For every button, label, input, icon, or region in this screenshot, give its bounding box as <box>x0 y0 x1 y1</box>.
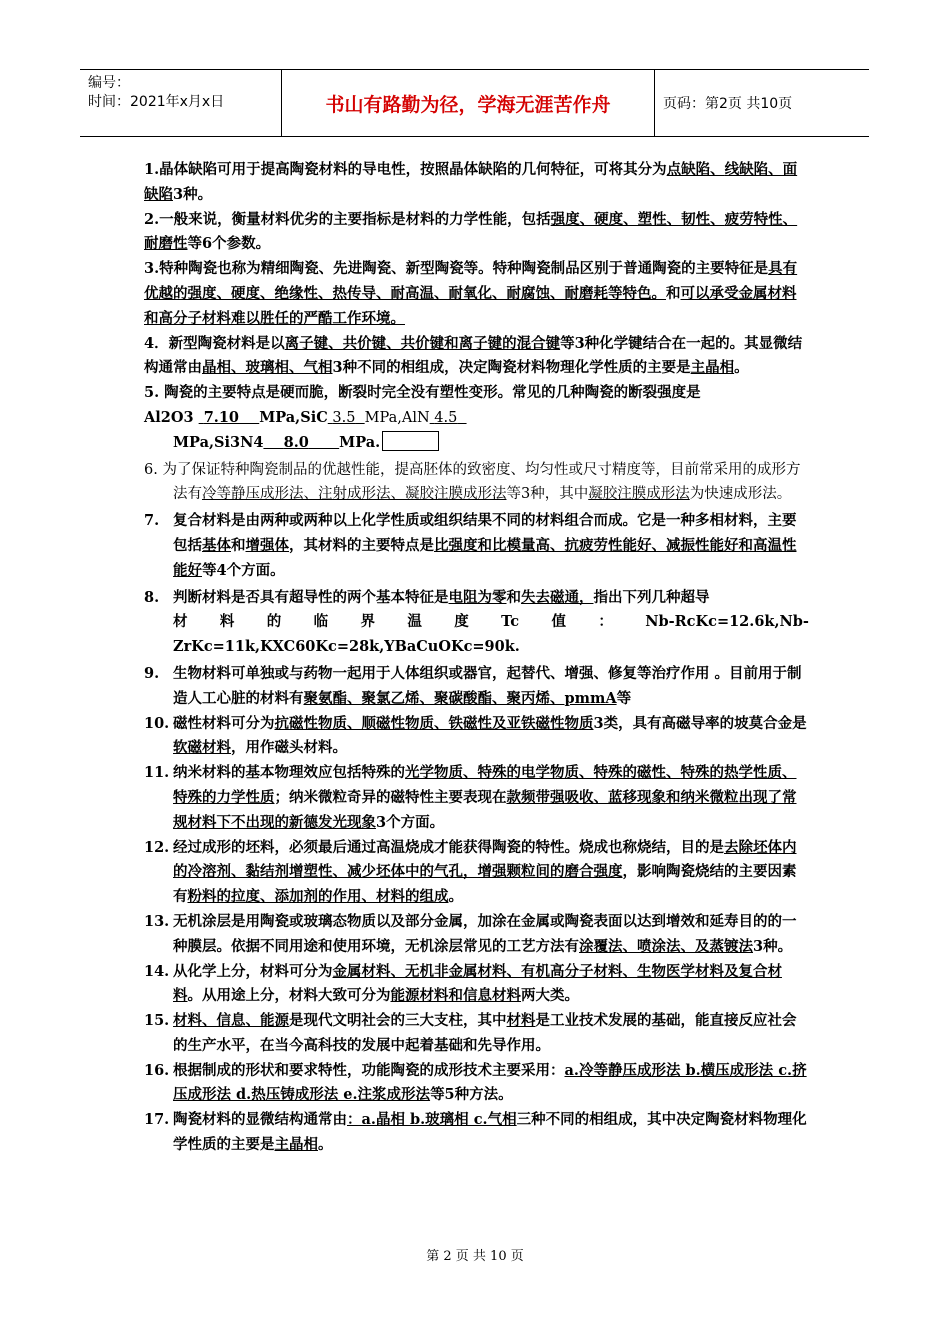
q2-answer-1: 强度、硬度、塑性、韧性、 <box>550 210 725 228</box>
q11-text-end: 3个方面。 <box>376 813 445 831</box>
q9-text: 生物材料可单独或与药物一起用于人体组织或器官，起替代、增强、修复等治疗作用 。目前用于制造人工心脏的材料有 <box>173 664 802 707</box>
q5-label-al2o3: Al2O3 <box>144 408 199 426</box>
q12-answer-2: 粉料的拉度、添加剂的作用、材料的组成 <box>187 888 449 906</box>
q8-word: 度 <box>454 613 469 631</box>
q6-answer-1: 冷等静压成形法、注射成形法、凝胶注膜成形法 <box>202 486 507 503</box>
q8-values: ZrKc=11k,KXC60Kc=28k,YBaCuOKc=90k. <box>173 638 520 656</box>
q2-answer-2: 疲劳特性、耐磨性 <box>144 210 798 253</box>
q11-answer-1: 光学物质、特殊的电学物质、特殊的磁性、特殊的热学性质、特殊的力学性质 <box>173 764 797 806</box>
q8-word: 值 <box>551 613 566 631</box>
question-7 <box>144 509 809 583</box>
q8-word: 材 <box>173 613 188 631</box>
q9-number: 9. <box>144 664 160 682</box>
q17-text-mid: 三种不同的相组成，其中决定陶瓷材料物理化学性质的主要是 <box>173 1111 807 1154</box>
q13-answer-1: 涂覆法、喷涂法、及蒸镀法 <box>579 937 753 955</box>
q7-text-mid: 和 <box>231 536 246 554</box>
q5-label-si3n4: MPa,Si3N4 <box>173 433 264 451</box>
q16-number: 16. <box>144 1061 170 1079</box>
q7-answer-3: 比强度和比模量高、抗疲劳性能好、减振性能好和高温性能好 <box>173 536 797 579</box>
q10-answer-2: 软磁材料 <box>173 739 231 757</box>
motto: 书山有路勤为径，学海无涯苦作舟 <box>281 70 655 136</box>
q8-word: 的 <box>266 613 282 631</box>
q10-text-mid: 3类，具有高磁导率的坡莫合金是 <box>593 714 807 732</box>
q4-answer-3: 主晶相 <box>690 359 735 377</box>
q16-text: 根据制成的形状和要求特性，功能陶瓷的成形技术主要采用： <box>173 1061 565 1079</box>
question-1 <box>144 158 809 208</box>
q6-answer-2: 凝胶注膜成形法 <box>588 486 690 503</box>
q8-word: Tc <box>501 613 520 631</box>
q4-text-end: 。 <box>734 359 749 377</box>
q15-text-end: 是工业技术发展的基础，能直接反应社会的生产水平，在当今高科技的发展中起着基础和先导作用。 <box>173 1012 797 1054</box>
number-label: 编号： <box>88 75 130 91</box>
q10-text-end: ，用作磁头材料。 <box>231 739 347 757</box>
q5-label-aln: MPa,AlN <box>364 409 430 426</box>
q8-text: 判断材料是否具有超导性的两个基本特征是 <box>173 588 449 606</box>
q8-answer-2: 失去磁通， <box>521 588 594 606</box>
q3-answer-2: 可以承受金属材料和高分子材料难以胜任的严酷工作环境。 <box>144 284 797 327</box>
q1-text: 1.晶体缺陷可用于提高陶瓷材料的导电性，按照晶体缺陷的几何特征，可将其分为 <box>144 161 667 178</box>
q16-answer-1: a.冷等静压成形法 b.横压成形法 c.挤压成形法 d.热压铸成形法 e.注浆成形法 <box>173 1061 807 1104</box>
q5-answer-al2o3: 7.10 <box>203 408 240 426</box>
q15-text: 是现代文明社会的三大支柱，其中 <box>289 1012 507 1030</box>
q2-text-end: 等6个参数。 <box>187 235 271 253</box>
q11-text: 纳米材料的基本物理效应包括特殊的 <box>173 764 405 782</box>
q7-text: 复合材料是由两种或两种以上化学性质或组织结果不同的材料组合而成。它是一种多相材料，主要包括 <box>173 512 797 554</box>
q5-answer-sic: 3.5 <box>332 409 356 426</box>
q12-text: 经过成形的坯料，必须最后通过高温烧成才能获得陶瓷的特性。烧成也称烧结，目的是 <box>173 838 724 856</box>
q9-text-end: 等 <box>616 689 632 707</box>
q14-text-end: 两大类。 <box>521 987 579 1005</box>
q11-answer-2: 款频带强吸收、蓝移现象和纳米微粒出现了常规材料下不出现的新德发光现象 <box>173 788 797 831</box>
q12-text-end: 。 <box>448 888 463 906</box>
q5-answer-si3n4: 8.0 <box>283 433 309 451</box>
question-8 <box>144 586 809 660</box>
q3-text: 3.特种陶瓷也称为精细陶瓷、先进陶瓷、新型陶瓷等。特种陶瓷制品区别于普通陶瓷的主要特征是 <box>144 260 769 278</box>
question-4 <box>144 332 809 382</box>
page-number-label: 页码：第2页 共10页 <box>663 96 793 112</box>
q16-text-end: 等5种方法。 <box>430 1086 513 1104</box>
question-2 <box>144 208 809 258</box>
q17-answer-1: ：a.晶相 b.玻璃相 c.气相 <box>347 1111 517 1129</box>
question-17 <box>144 1108 809 1158</box>
q14-answer-2: 能源材料和信息材料 <box>390 987 521 1005</box>
q1-text-end: 3种。 <box>173 185 213 203</box>
q12-text-mid: ，影响陶瓷烧结的主要因素有 <box>173 863 797 906</box>
question-list <box>144 158 809 1158</box>
question-9 <box>144 662 809 712</box>
q1-answer-1: 点缺陷、 <box>666 161 725 178</box>
q1-answer-2: 线缺陷、面缺陷 <box>144 161 798 203</box>
question-6 <box>144 458 809 508</box>
q11-text-mid: ；纳米微粒奇异的磁特性主要表现在 <box>274 788 507 806</box>
q5-answer-aln: 4.5 <box>434 409 458 426</box>
q8-word: Nb-RcKc=12.6k,Nb- <box>645 613 809 631</box>
q8-text-mid: 和 <box>506 588 521 606</box>
q7-number: 7. <box>144 512 160 530</box>
q7-answer-1: 基体 <box>202 536 231 554</box>
q13-text-end: 3种。 <box>753 937 793 955</box>
q9-answer-1: 聚氨酯、聚氯乙烯、聚碳酸酯、聚丙烯、pmmA <box>303 689 617 707</box>
q8-word: ： <box>598 613 613 631</box>
q15-number: 15. <box>144 1012 170 1030</box>
q14-number: 14. <box>144 962 170 980</box>
page-header <box>80 69 869 137</box>
q17-text-end: 。 <box>318 1136 333 1154</box>
q4-text: 4．新型陶瓷材料是以 <box>144 334 285 352</box>
q17-number: 17. <box>144 1111 170 1129</box>
q4-answer-2: 晶相、玻璃相、气相 <box>202 359 333 377</box>
q8-word: 界 <box>360 613 375 631</box>
q15-answer-1: 材料、信息、能源 <box>173 1012 289 1030</box>
q17-text: 陶瓷材料的显微结构通常由 <box>173 1111 347 1129</box>
q5-label-end: MPa. <box>339 433 381 451</box>
q17-answer-2: 主晶相 <box>274 1136 318 1154</box>
question-11 <box>144 761 809 835</box>
question-5 <box>144 381 809 455</box>
q8-word: 料 <box>219 613 235 631</box>
q4-text-mid-2: 3种不同的相组成，决定陶瓷材料物理化学性质的主要是 <box>332 359 691 377</box>
q15-answer-2: 材料 <box>506 1012 536 1030</box>
q6-text-mid: 等3种，其中 <box>506 486 589 503</box>
q7-text-end: 等4个方面。 <box>202 561 285 579</box>
question-16 <box>144 1059 809 1109</box>
q4-text-mid: 等3种化学键结合在一起的。其显微结构通常由 <box>144 334 803 377</box>
page-footer: 第 2 页 共 10 页 <box>426 1249 524 1264</box>
q4-answer-1: 离子键、共价键、共价键和离子键的混合键 <box>284 334 561 352</box>
q8-answer-1: 电阻为零 <box>448 588 507 606</box>
header-left-cell <box>80 70 281 136</box>
q11-number: 11. <box>144 764 170 782</box>
q13-text: 无机涂层是用陶瓷或玻璃态物质以及部分金属，加涂在金属或陶瓷表面以达到增效和延寿目的的一种膜层。依据不同用途和使用环境，无机涂层常见的工艺方法有 <box>173 912 797 955</box>
q14-text: 从化学上分，材料可分为 <box>173 962 333 980</box>
q6-text-end: 为快速成形法。 <box>689 486 792 503</box>
q10-number: 10. <box>144 714 170 732</box>
q5-label-sic: MPa,SiC <box>259 408 328 426</box>
q14-answer-1: 金属材料、无机非金属材料、有机高分子材料、生物医学材料及复合材料 <box>173 962 782 1005</box>
question-13 <box>144 910 809 960</box>
q10-answer-1: 抗磁性物质、顺磁性物质、铁磁性及亚铁磁性物质 <box>274 714 594 732</box>
q8-word: 临 <box>313 613 329 631</box>
q8-text-end: 指出下列几种超导 <box>593 588 710 606</box>
question-12 <box>144 836 809 910</box>
q12-number: 12. <box>144 838 170 856</box>
q5-text: 5. 陶瓷的主要特点是硬而脆，断裂时完全没有塑性变形。常见的几种陶瓷的断裂强度是 <box>144 384 701 402</box>
blank-box <box>382 431 439 451</box>
question-14 <box>144 960 809 1010</box>
q3-text-mid: 和 <box>666 284 681 302</box>
q2-text: 2.一般来说，衡量材料优劣的主要指标是材料的力学性能，包括 <box>144 210 551 228</box>
question-3 <box>144 257 809 331</box>
q7-text-mid-2: ，其材料的主要特点是 <box>289 536 434 554</box>
q3-answer-1: 具有优越的强度、硬度、绝缘性、热传导、耐高温、耐氧化、耐腐蚀、耐磨耗等特色。 <box>144 260 798 302</box>
question-10 <box>144 712 809 762</box>
q13-number: 13. <box>144 912 170 930</box>
q14-text-mid: 。从用途上分，材料大致可分为 <box>187 987 391 1005</box>
q8-word: 温 <box>407 613 422 631</box>
q10-text: 磁性材料可分为 <box>173 714 275 732</box>
q6-text: 6. 为了保证特种陶瓷制品的优越性能，提高胚体的致密度、均匀性或尺寸精度等，目前常采用的成形方法有 <box>144 461 801 503</box>
q12-answer-1: 去除坯体内的冷溶剂、黏结剂增塑性、减少坯体中的气孔，增强颗粒间的磨合强度 <box>173 838 797 881</box>
question-15 <box>144 1009 809 1059</box>
q7-answer-2: 增强体 <box>245 536 289 554</box>
date-label: 时间：2021年x月x日 <box>88 94 225 110</box>
q8-spread-line <box>144 610 809 635</box>
q8-number: 8. <box>144 588 160 606</box>
